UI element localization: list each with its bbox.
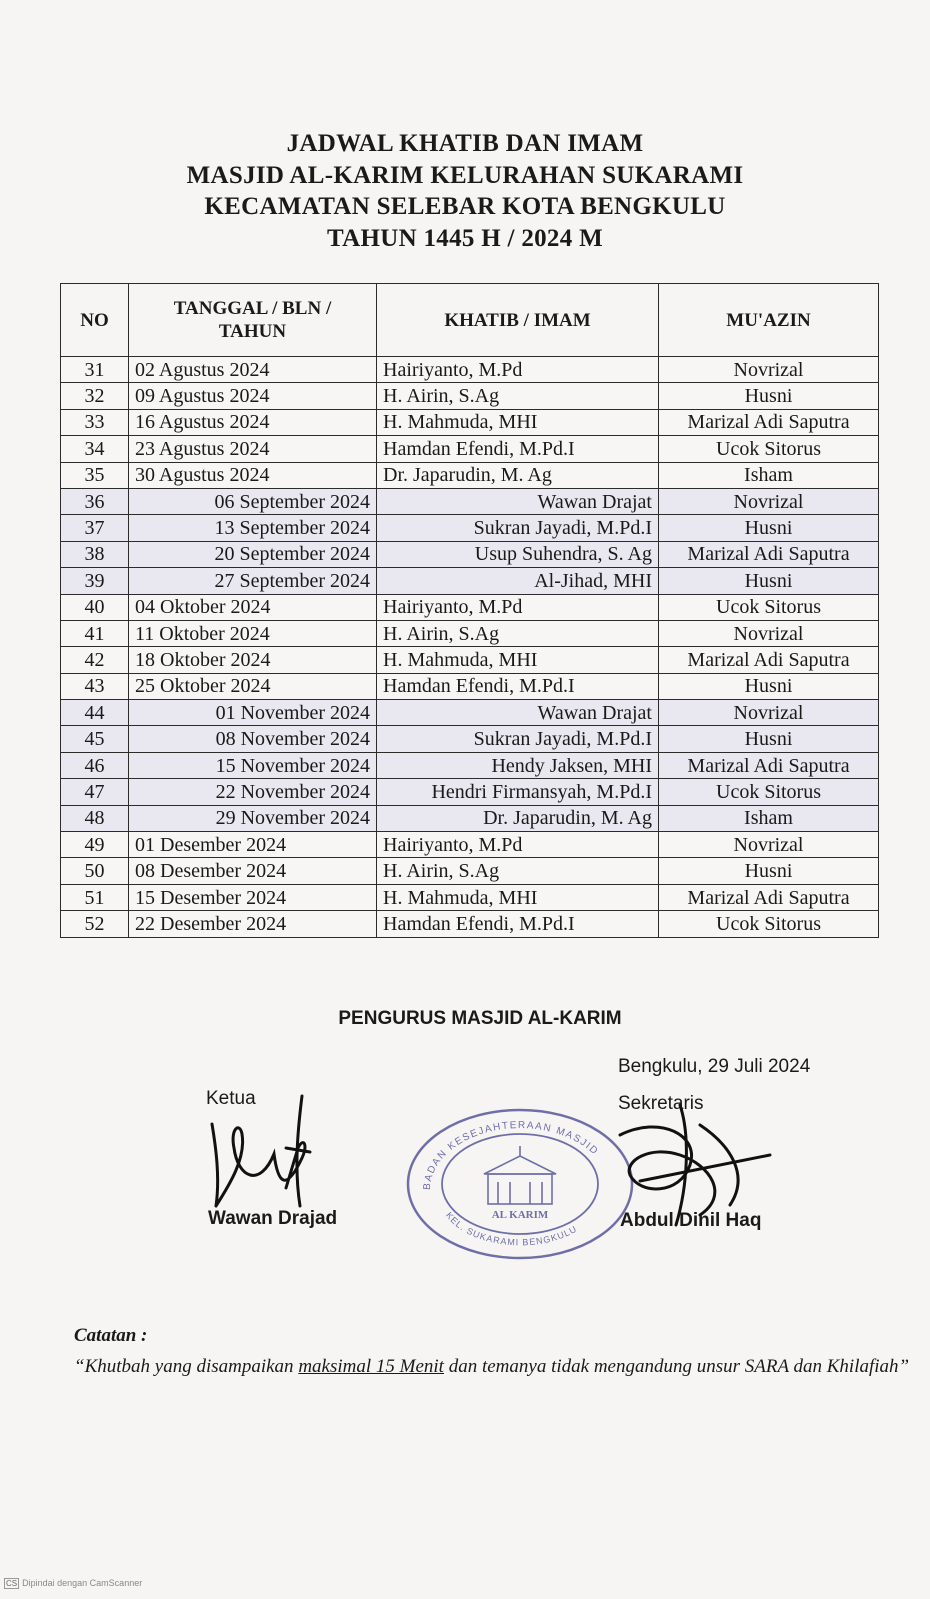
cell-muazin: Novrizal	[659, 357, 879, 383]
cell-no: 43	[61, 673, 129, 699]
mosque-icon	[484, 1146, 556, 1204]
table-row	[61, 620, 879, 646]
secretary-role: Sekretaris	[618, 1093, 704, 1114]
table-row	[61, 726, 879, 752]
note-text-underlined: maksimal 15 Menit	[298, 1356, 444, 1377]
cell-date: 16 Agustus 2024	[129, 409, 377, 435]
cell-date: 27 September 2024	[129, 568, 377, 594]
title-line-1: JADWAL KHATIB DAN IMAM	[286, 130, 644, 157]
cell-muazin: Husni	[659, 673, 879, 699]
cell-date: 08 Desember 2024	[129, 858, 377, 884]
cell-date: 09 Agustus 2024	[129, 383, 377, 409]
table-header-row	[61, 284, 879, 357]
cell-khatib: H. Airin, S.Ag	[377, 858, 659, 884]
table-row	[61, 436, 879, 462]
cell-khatib: Wawan Drajat	[377, 488, 659, 514]
title-line-4: TAHUN 1445 H / 2024 M	[327, 224, 603, 252]
cell-khatib: Hamdan Efendi, M.Pd.I	[377, 673, 659, 699]
cell-date: 15 November 2024	[129, 752, 377, 778]
table-row	[61, 409, 879, 435]
table-row	[61, 779, 879, 805]
chair-name: Wawan Drajad	[208, 1208, 338, 1229]
secretary-name: Abdul Dinil Haq	[620, 1210, 762, 1231]
note-text-before: “Khutbah yang disampaikan	[74, 1356, 299, 1377]
cell-no: 35	[61, 462, 129, 488]
cell-date: 15 Desember 2024	[129, 884, 377, 910]
chair-signature	[190, 1088, 350, 1218]
cell-no: 32	[61, 383, 129, 409]
cell-no: 46	[61, 752, 129, 778]
committee-title: PENGURUS MASJID AL-KARIM	[338, 1008, 622, 1029]
cell-khatib: Hendri Firmansyah, M.Pd.I	[377, 779, 659, 805]
cell-no: 49	[61, 832, 129, 858]
table-row	[61, 462, 879, 488]
cell-khatib: Sukran Jayadi, M.Pd.I	[377, 726, 659, 752]
cell-muazin: Husni	[659, 568, 879, 594]
note-text	[74, 1354, 914, 1380]
cell-no: 48	[61, 805, 129, 831]
title-line-3: KECAMATAN SELEBAR KOTA BENGKULU	[204, 193, 726, 220]
cell-no: 31	[61, 357, 129, 383]
cell-muazin: Novrizal	[659, 832, 879, 858]
cell-date: 08 November 2024	[129, 726, 377, 752]
cell-khatib: Hamdan Efendi, M.Pd.I	[377, 436, 659, 462]
table-row	[61, 858, 879, 884]
table-row	[61, 700, 879, 726]
title-line-2: MASJID AL-KARIM KELURAHAN SUKARAMI	[186, 161, 744, 189]
cell-date: 22 November 2024	[129, 779, 377, 805]
cell-date: 18 Oktober 2024	[129, 647, 377, 673]
stamp-bottom-path: KEL. SUKARAMI BENGKULU	[443, 1210, 579, 1248]
cell-date: 29 November 2024	[129, 805, 377, 831]
cell-khatib: Sukran Jayadi, M.Pd.I	[377, 515, 659, 541]
schedule-rows	[61, 357, 879, 938]
cell-khatib: Dr. Japarudin, M. Ag	[377, 805, 659, 831]
table-row	[61, 383, 879, 409]
table-row	[61, 488, 879, 514]
cell-muazin: Ucok Sitorus	[659, 779, 879, 805]
cell-no: 41	[61, 620, 129, 646]
cell-muazin: Marizal Adi Saputra	[659, 752, 879, 778]
cell-khatib: Al-Jihad, MHI	[377, 568, 659, 594]
table-row	[61, 884, 879, 910]
table-row	[61, 752, 879, 778]
cell-muazin: Husni	[659, 515, 879, 541]
cell-date: 13 September 2024	[129, 515, 377, 541]
cell-muazin: Novrizal	[659, 488, 879, 514]
cell-khatib: H. Airin, S.Ag	[377, 383, 659, 409]
cell-muazin: Ucok Sitorus	[659, 436, 879, 462]
cell-no: 44	[61, 700, 129, 726]
cell-muazin: Husni	[659, 858, 879, 884]
table-row	[61, 568, 879, 594]
table-row	[61, 515, 879, 541]
cell-muazin: Isham	[659, 805, 879, 831]
cell-date: 20 September 2024	[129, 541, 377, 567]
table-row	[61, 673, 879, 699]
cell-khatib: H. Airin, S.Ag	[377, 620, 659, 646]
cell-no: 38	[61, 541, 129, 567]
cell-muazin: Novrizal	[659, 700, 879, 726]
cell-muazin: Marizal Adi Saputra	[659, 884, 879, 910]
note-text-after: dan temanya tidak mengandung unsur SARA dan Khilafiah”	[443, 1356, 910, 1377]
cell-muazin: Marizal Adi Saputra	[659, 541, 879, 567]
cell-no: 36	[61, 488, 129, 514]
cell-muazin: Isham	[659, 462, 879, 488]
scanner-badge: CS	[6, 1579, 18, 1588]
cell-no: 42	[61, 647, 129, 673]
cell-date: 25 Oktober 2024	[129, 673, 377, 699]
cell-no: 40	[61, 594, 129, 620]
document-title	[0, 128, 930, 254]
cell-no: 39	[61, 568, 129, 594]
cell-date: 06 September 2024	[129, 488, 377, 514]
cell-no: 51	[61, 884, 129, 910]
cell-khatib: Wawan Drajat	[377, 700, 659, 726]
cell-date: 01 Desember 2024	[129, 832, 377, 858]
table-row	[61, 832, 879, 858]
cell-no: 50	[61, 858, 129, 884]
cell-khatib: H. Mahmuda, MHI	[377, 647, 659, 673]
cell-muazin: Marizal Adi Saputra	[659, 409, 879, 435]
cell-muazin: Ucok Sitorus	[659, 594, 879, 620]
table-row	[61, 805, 879, 831]
stamp-top-text	[422, 1120, 601, 1190]
cell-date: 01 November 2024	[129, 700, 377, 726]
cell-muazin: Novrizal	[659, 620, 879, 646]
cell-khatib: Usup Suhendra, S. Ag	[377, 541, 659, 567]
header-date: TANGGAL / BLN / TAHUN	[129, 284, 377, 357]
note-label: Catatan :	[74, 1325, 148, 1346]
cell-no: 47	[61, 779, 129, 805]
header-no: NO	[61, 284, 129, 357]
cell-khatib: Dr. Japarudin, M. Ag	[377, 462, 659, 488]
cell-date: 02 Agustus 2024	[129, 357, 377, 383]
schedule-table	[60, 283, 879, 938]
cell-muazin: Husni	[659, 383, 879, 409]
cell-no: 45	[61, 726, 129, 752]
cell-khatib: H. Mahmuda, MHI	[377, 884, 659, 910]
table-row	[61, 647, 879, 673]
cell-date: 04 Oktober 2024	[129, 594, 377, 620]
cell-no: 52	[61, 911, 129, 937]
scanner-text: Dipindai dengan CamScanner	[22, 1578, 143, 1588]
stamp-center-text: AL KARIM	[491, 1209, 549, 1221]
cell-khatib: Hairiyanto, M.Pd	[377, 832, 659, 858]
chair-role: Ketua	[206, 1088, 256, 1109]
cell-khatib: Hamdan Efendi, M.Pd.I	[377, 911, 659, 937]
cell-muazin: Husni	[659, 726, 879, 752]
cell-khatib: H. Mahmuda, MHI	[377, 409, 659, 435]
table-row	[61, 541, 879, 567]
cell-date: 23 Agustus 2024	[129, 436, 377, 462]
table-row	[61, 357, 879, 383]
cell-date: 22 Desember 2024	[129, 911, 377, 937]
cell-no: 37	[61, 515, 129, 541]
header-muazin: MU'AZIN	[659, 284, 879, 357]
cell-date: 30 Agustus 2024	[129, 462, 377, 488]
table-row	[61, 911, 879, 937]
cell-no: 33	[61, 409, 129, 435]
table-row	[61, 594, 879, 620]
scanner-watermark	[4, 1578, 142, 1589]
stamp-top-path: BADAN KESEJAHTERAAN MASJID	[421, 1119, 601, 1191]
cell-muazin: Marizal Adi Saputra	[659, 647, 879, 673]
cell-date: 11 Oktober 2024	[129, 620, 377, 646]
cell-khatib: Hairiyanto, M.Pd	[377, 357, 659, 383]
header-khatib: KHATIB / IMAM	[377, 284, 659, 357]
place-date: Bengkulu, 29 Juli 2024	[618, 1056, 811, 1077]
cell-muazin: Ucok Sitorus	[659, 911, 879, 937]
cell-khatib: Hendy Jaksen, MHI	[377, 752, 659, 778]
cell-khatib: Hairiyanto, M.Pd	[377, 594, 659, 620]
cell-no: 34	[61, 436, 129, 462]
